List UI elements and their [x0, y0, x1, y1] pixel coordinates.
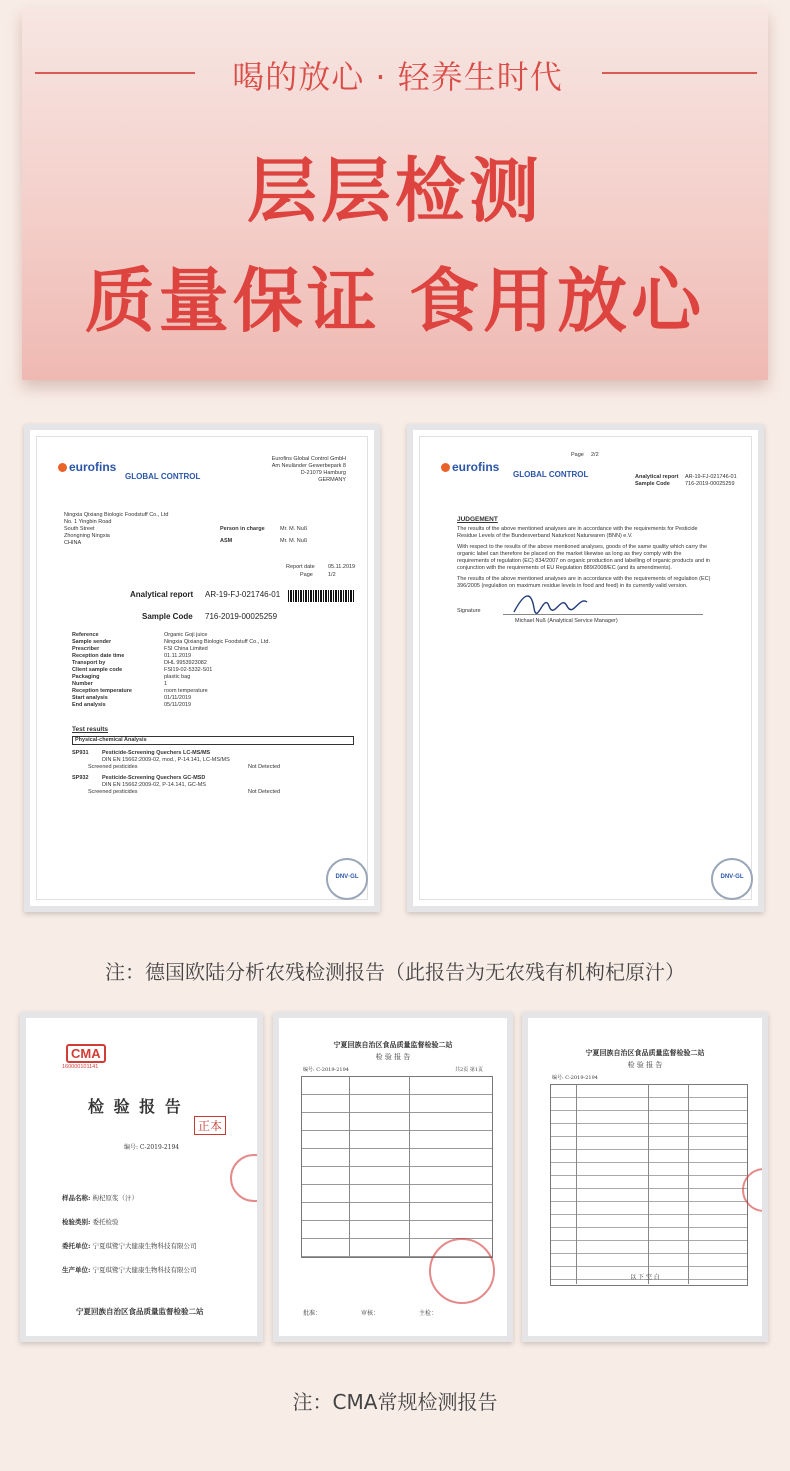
signature-label: Signature — [457, 608, 481, 614]
test-code: SP932 — [72, 775, 89, 781]
division-name: GLOBAL CONTROL — [513, 470, 589, 479]
table-col-divider — [576, 1084, 577, 1284]
test-code: SP931 — [72, 750, 89, 756]
field-value: 01.11.2019 — [164, 653, 192, 659]
sample-code-label: Sample Code — [142, 612, 193, 621]
field-value: DHL 9953923082 — [164, 660, 207, 666]
brand-name: eurofins — [452, 460, 500, 474]
dnv-gl-seal — [326, 858, 368, 900]
report-table — [301, 1076, 493, 1258]
sample-code: 716-2019-00025259 — [205, 612, 278, 621]
page-number: 2/2 — [591, 452, 599, 458]
org-name: 宁夏回族自治区食品质量监督检验二站 — [76, 1307, 204, 1316]
judgement-heading: JUDGEMENT — [457, 516, 498, 523]
division-name: GLOBAL CONTROL — [125, 472, 201, 481]
table-col-divider — [409, 1076, 410, 1256]
test-result: Not Detected — [248, 764, 281, 770]
field-row — [72, 695, 352, 702]
tagline: 喝的放心 · 轻养生时代 — [232, 58, 563, 96]
cover-row: 检验类别: 委托检验 — [62, 1218, 119, 1226]
client-line: South Street — [64, 526, 95, 532]
judgement-text — [457, 526, 715, 590]
asm-label: ASM — [220, 538, 233, 544]
headline-secondary: 质量保证 食用放心 — [84, 260, 706, 342]
address-line: GERMANY — [318, 477, 346, 483]
report-number: 编号: C-2019-2194 — [124, 1144, 180, 1151]
report-number: 编号: C-2019-2194 — [303, 1067, 349, 1073]
judgement-paragraph: With respect to the results of the above mentioned analyses, goods of the same quality which carry the organic label can therefore be placed on the market likewise as long as they comply with the requirements of regulation (EC) 834/2007 on organic production and labelling of organic products and in conjunction with the requirements of EU Regulation 889/2008/EC (and its amendments). — [457, 544, 710, 571]
cover-row: 委托单位: 宁夏琪鹭宁大健康生物科技有限公司 — [62, 1242, 197, 1250]
page-number: 1/2 — [328, 572, 336, 578]
sample-fields — [72, 632, 352, 709]
analytical-report-number: AR-19-FJ-021746-01 — [685, 474, 737, 480]
analytical-report-number: AR-19-FJ-021746-01 — [205, 590, 281, 599]
field-value: Organic Goji juice — [164, 632, 208, 638]
judgement-paragraph: The results of the above mentioned analyses are in accordance with the requirements of regulation (EC) 396/2005 (regulation on maximum residue levels in food and feed) in its currently valid version. — [457, 576, 711, 589]
eurofins-logo — [441, 460, 499, 474]
field-row — [72, 674, 352, 681]
cover-title: 检 验 报 告 — [88, 1097, 183, 1116]
section-heading: Physical-chemical Analysis — [72, 736, 354, 745]
field-row — [72, 702, 352, 709]
test-name: Pesticide-Screening Quechers LC-MS/MS — [102, 750, 211, 756]
field-label: Client sample code — [72, 667, 123, 673]
field-row — [72, 646, 352, 653]
brand-name: eurofins — [69, 460, 117, 474]
eurofins-report-page-1[interactable] — [24, 424, 380, 912]
test-results-heading: Test results — [72, 726, 109, 733]
signature-row — [303, 1308, 437, 1317]
report-subtitle: 检 验 报 告 — [375, 1053, 411, 1061]
cover-row: 样品名称: 枸杞原浆（汁） — [62, 1194, 138, 1202]
address-line: Am Neuländer Gewerbepark 8 — [271, 463, 346, 469]
client-address — [64, 512, 168, 547]
field-value: Ningxia Qixiang Biologic Foodstuff Co., Ltd. — [164, 639, 270, 645]
field-label: Start analysis — [72, 695, 108, 701]
page-info: 共2页 第1页 — [455, 1067, 483, 1073]
field-row — [72, 653, 352, 660]
caption-cma: 注：CMA常规检测报告 — [292, 1390, 498, 1414]
client-line: Zhongning Ningxia — [64, 533, 110, 539]
field-row — [72, 632, 352, 639]
original-stamp: 正本 — [194, 1116, 226, 1135]
seal-label: DNV·GL — [335, 874, 359, 880]
inspector-label: 主检： — [419, 1310, 438, 1317]
test-row-label: Screened pesticides — [88, 789, 138, 795]
eurofins-logo-icon — [58, 463, 67, 472]
field-label: Reference — [72, 632, 99, 638]
judgement-paragraph: The results of the above mentioned analyses are in accordance with the requirements for Pesticide Residue Levels of the Bundesverband Naturkost Naturwaren (BNN) e.V. — [457, 526, 698, 539]
lab-address — [272, 456, 346, 484]
field-label: End analysis — [72, 702, 106, 708]
dnv-gl-seal — [711, 858, 753, 900]
field-row — [72, 639, 352, 646]
table-col-divider — [648, 1084, 649, 1284]
field-value: 05/11/2019 — [164, 702, 192, 708]
analytical-report-label: Analytical report — [635, 474, 679, 480]
red-seal-stamp — [429, 1238, 495, 1304]
sample-code: 716-2019-00025259 — [685, 481, 735, 487]
test-method: DIN EN 15662:2009-02, mod., P-14.141, LC-MS/MS — [102, 757, 230, 763]
field-row — [72, 660, 352, 667]
page-label: Page — [571, 452, 584, 458]
eurofins-report-page-2[interactable] — [407, 424, 764, 912]
signer-name: Michael Nuß (Analytical Service Manager) — [515, 618, 618, 624]
cma-report-page-2[interactable] — [522, 1012, 768, 1342]
field-row — [72, 667, 352, 674]
person-label: Person in charge — [220, 526, 265, 532]
report-date-label: Report date — [286, 564, 315, 570]
address-line: Eurofins Global Control GmbH — [271, 456, 346, 462]
test-result: Not Detected — [248, 789, 281, 795]
client-line: Ningxia Qixiang Biologic Foodstuff Co., Ltd — [64, 512, 169, 518]
field-row — [72, 688, 352, 695]
barcode — [288, 590, 354, 602]
page-label: Page — [300, 572, 313, 578]
test-row-label: Screened pesticides — [88, 764, 138, 770]
cma-logo-number: 160000101141 — [62, 1064, 99, 1070]
field-value: FSI19-02-5332-S01 — [164, 667, 213, 673]
report-number: 编号: C-2019-2194 — [552, 1075, 598, 1081]
signature-rule — [503, 614, 703, 615]
report-subtitle: 检 验 报 告 — [627, 1061, 663, 1069]
field-value: FSI China Limited — [164, 646, 208, 652]
cma-report-cover[interactable] — [20, 1012, 263, 1342]
field-row — [72, 681, 352, 688]
report-border — [419, 436, 752, 900]
approver-label: 批准： — [303, 1310, 322, 1317]
field-label: Prescriber — [72, 646, 100, 652]
field-label: Transport by — [72, 660, 106, 666]
test-entry — [72, 775, 342, 796]
report-org-title: 宁夏回族自治区食品质量监督检验二站 — [585, 1048, 705, 1057]
field-value: plastic bag — [164, 674, 191, 680]
tagline-left-rule — [35, 72, 195, 74]
client-line: No. 1 Yingbin Road — [64, 519, 112, 525]
sample-code-label: Sample Code — [635, 481, 670, 487]
red-seal-stamp — [230, 1154, 263, 1202]
address-line: D-21079 Hamburg — [300, 470, 346, 476]
analytical-report-label: Analytical report — [130, 590, 194, 599]
field-label: Number — [72, 681, 93, 687]
field-label: Reception date time — [72, 653, 125, 659]
report-date: 05.11.2019 — [328, 564, 356, 570]
caption-eurofins: 注：德国欧陆分析农残检测报告（此报告为无农残有机枸杞原汁） — [105, 960, 685, 984]
field-value: room temperature — [164, 688, 208, 694]
seal-label: DNV·GL — [720, 874, 744, 880]
tests-list — [72, 750, 342, 800]
eurofins-logo — [58, 460, 116, 474]
test-method: DIN EN 15662:2009-02, P-14.141, GC-MS — [102, 782, 206, 788]
field-label: Reception temperature — [72, 688, 132, 694]
field-label: Packaging — [72, 674, 100, 680]
field-label: Sample sender — [72, 639, 112, 645]
test-name: Pesticide-Screening Quechers GC-MSD — [102, 775, 206, 781]
headline-primary: 层层检测 — [247, 150, 543, 232]
blank-below-note: 以 下 空 白 — [630, 1274, 660, 1281]
person-value: Mr. M. Nuß — [280, 526, 308, 532]
cma-report-page-1[interactable] — [273, 1012, 513, 1342]
field-value: 1 — [164, 681, 168, 687]
field-value: 01/11/2019 — [164, 695, 192, 701]
client-line: CHINA — [64, 540, 82, 546]
tagline-row — [0, 48, 790, 98]
cover-row: 生产单位: 宁夏琪鹭宁大健康生物科技有限公司 — [62, 1266, 197, 1274]
table-col-divider — [349, 1076, 350, 1256]
tagline-right-rule — [602, 72, 757, 74]
results-table — [550, 1084, 748, 1286]
asm-value: Mr. M. Nuß — [280, 538, 308, 544]
report-org-title: 宁夏回族自治区食品质量监督检验二站 — [333, 1040, 453, 1049]
cma-logo-icon: CMA — [66, 1044, 106, 1063]
table-col-divider — [688, 1084, 689, 1284]
cover-fields — [62, 1186, 196, 1282]
test-entry — [72, 750, 342, 771]
eurofins-logo-icon — [441, 463, 450, 472]
reviewer-label: 审核： — [361, 1310, 380, 1317]
